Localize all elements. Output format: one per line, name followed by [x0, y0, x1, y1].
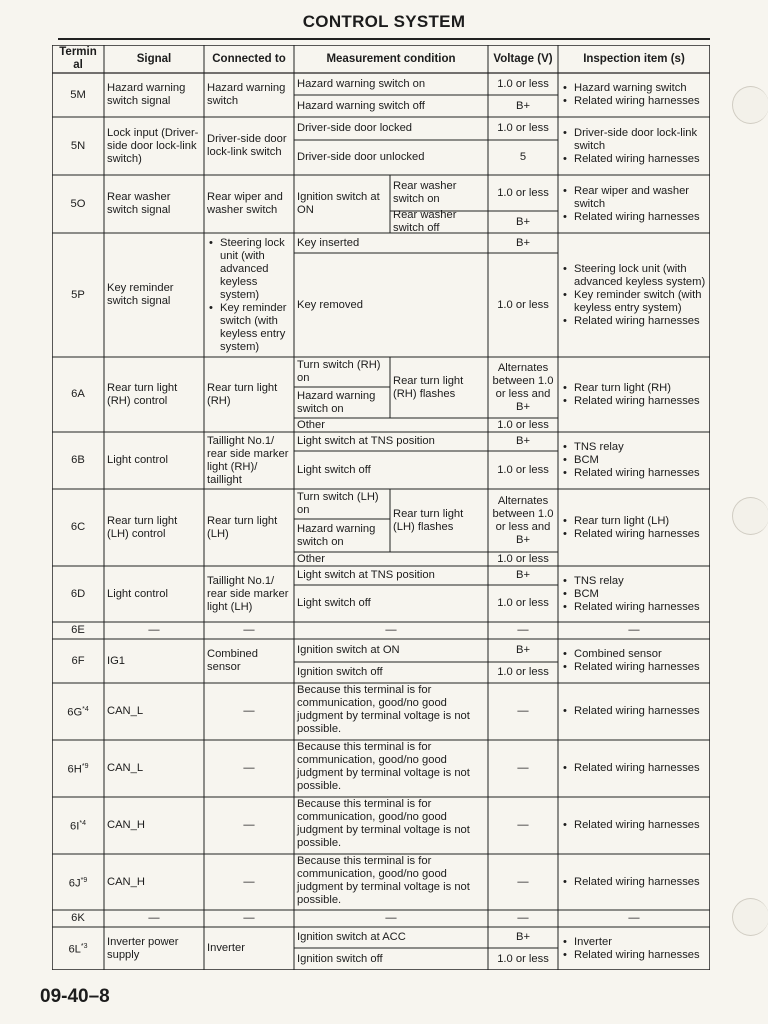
terminal-footnote: *4: [79, 820, 86, 828]
signal-cell: [107, 797, 201, 854]
condition-cell: [297, 910, 485, 927]
inspection-item: • Rear turn light (RH): [561, 382, 707, 395]
condition-parent-text: Ignition switch at ON: [297, 191, 380, 216]
voltage-value: B+: [516, 99, 530, 112]
voltage-value: —: [517, 705, 529, 717]
voltage-value: 1.0 or less: [497, 463, 549, 476]
header-terminal: [55, 45, 101, 73]
condition-text: Other: [297, 552, 325, 565]
condition-text: Hazard warning switch off: [297, 99, 425, 112]
terminal-table: [52, 45, 710, 970]
terminal-code: 5N: [70, 139, 86, 152]
voltage-cell: [491, 253, 555, 357]
inspection-item: • Related wiring harnesses: [561, 601, 707, 614]
voltage-value: B+: [516, 236, 530, 249]
terminal-id: [55, 817, 101, 834]
condition-text: Key removed: [297, 298, 363, 311]
connected-component: Inverter: [207, 942, 245, 954]
condition-text: Ignition switch off: [297, 666, 383, 678]
connected-cell: [207, 639, 291, 683]
voltage-value: B+: [516, 931, 530, 943]
terminal-code: 6F: [71, 654, 85, 667]
signal-cell: [107, 117, 201, 175]
inspection-item: • Rear turn light (LH): [561, 515, 707, 528]
condition-cell: [297, 357, 387, 387]
connected-cell: [207, 927, 291, 970]
voltage-cell: [491, 552, 555, 566]
inspection-item: • Key reminder switch (with keyless entry system): [561, 289, 707, 315]
inspection-cell: [561, 357, 707, 432]
inspection-item: • TNS relay: [561, 441, 707, 454]
inspection-item: • Related wiring harnesses: [561, 467, 707, 480]
inspection-cell: [561, 910, 707, 927]
connected-cell: [207, 357, 291, 432]
inspection-item: • Related wiring harnesses: [561, 395, 707, 408]
inspection-item: —: [628, 912, 640, 924]
terminal-id: [55, 655, 101, 668]
voltage-value: —: [517, 624, 529, 636]
voltage-value: 5: [519, 151, 527, 163]
signal-name: Rear turn light (LH) control: [107, 514, 178, 540]
signal-cell: [107, 740, 201, 797]
terminal-id: [55, 760, 101, 777]
connected-cell: [207, 797, 291, 854]
voltage-cell: [491, 357, 555, 418]
terminal-id: [55, 140, 101, 153]
signal-cell: [107, 233, 201, 357]
voltage-value: 1.0 or less: [497, 666, 549, 678]
terminal-code: 6J: [68, 877, 81, 890]
signal-cell: [107, 910, 201, 927]
condition-text: —: [385, 624, 397, 636]
condition-text: Driver-side door unlocked: [297, 151, 425, 163]
connected-component: Combined sensor: [207, 648, 258, 673]
voltage-cell: [491, 854, 555, 910]
connected-cell: [207, 622, 291, 639]
voltage-cell: [491, 566, 555, 585]
terminal-code: 6G: [67, 706, 83, 719]
signal-name: Light control: [107, 587, 168, 600]
inspection-cell: [561, 927, 707, 970]
terminal-id: [55, 454, 101, 467]
terminal-code: 5M: [70, 88, 86, 101]
voltage-value: 1.0 or less: [497, 597, 549, 609]
condition-cell: [297, 740, 485, 798]
voltage-value: 1.0 or less: [497, 77, 549, 90]
voltage-value: B+: [516, 569, 530, 581]
connected-cell: [207, 854, 291, 910]
terminal-footnote: *3: [80, 943, 88, 951]
signal-cell: [107, 927, 201, 970]
connected-component: Taillight No.1/ rear side marker light (LH): [207, 574, 289, 613]
terminal-cell: [55, 432, 101, 489]
voltage-cell: [491, 797, 555, 854]
connected-component: Rear turn light (RH): [207, 381, 278, 407]
inspection-cell: [561, 797, 707, 854]
condition-cell: [297, 418, 485, 432]
voltage-value: —: [517, 912, 529, 924]
inspection-cell: [561, 117, 707, 175]
terminal-id: [55, 388, 101, 401]
voltage-value: 1.0 or less: [497, 186, 549, 199]
condition-cell: [297, 95, 485, 117]
terminal-cell: [55, 910, 101, 927]
signal-name: Rear turn light (RH) control: [107, 381, 178, 407]
condition-cell: [297, 585, 485, 622]
signal-cell: [107, 357, 201, 432]
inspection-cell: [561, 622, 707, 639]
inspection-item: • Related wiring harnesses: [561, 819, 707, 832]
connected-cell: [207, 566, 291, 622]
connected-component: —: [243, 819, 255, 831]
voltage-cell: [491, 140, 555, 175]
voltage-cell: [491, 910, 555, 927]
signal-cell: [107, 622, 201, 639]
signal-name: Rear washer switch signal: [107, 191, 171, 216]
condition-text: Other: [297, 418, 325, 431]
voltage-value: 1.0 or less: [497, 418, 549, 431]
condition-parent: [297, 175, 387, 233]
inspection-item: • Driver-side door lock-link switch: [561, 127, 707, 153]
condition-text: Because this terminal is for communication, good/no good judgment by terminal voltage is not possible.: [297, 855, 470, 906]
voltage-value: B+: [516, 215, 530, 228]
condition-text: Light switch off: [297, 597, 371, 609]
signal-cell: [107, 175, 201, 233]
condition-cell: [297, 519, 387, 552]
voltage-cell: [491, 175, 555, 211]
terminal-id: [55, 588, 101, 601]
inspection-item: • Related wiring harnesses: [561, 876, 707, 889]
inspection-cell: [561, 73, 707, 117]
condition-text: Key inserted: [297, 236, 360, 249]
connected-component: —: [243, 624, 255, 636]
terminal-footnote: *9: [80, 876, 88, 884]
condition-text: Rear washer switch off: [393, 209, 457, 234]
header-voltage: [491, 45, 555, 73]
inspection-item: • Related wiring harnesses: [561, 95, 707, 108]
voltage-cell: [491, 489, 555, 552]
connected-cell: [207, 683, 291, 740]
condition-cell: [393, 175, 485, 211]
voltage-cell: [491, 117, 555, 140]
terminal-cell: [55, 73, 101, 117]
inspection-item: • Inverter: [561, 936, 707, 949]
signal-cell: [107, 73, 201, 117]
connected-component: —: [243, 762, 255, 774]
condition-cell: [297, 140, 485, 175]
voltage-value: Alternates between 1.0 or less and B+: [492, 361, 554, 413]
inspection-item: • Related wiring harnesses: [561, 661, 707, 674]
signal-name: IG1: [107, 654, 126, 667]
inspection-item: • Rear wiper and washer switch: [561, 185, 707, 211]
terminal-cell: [55, 622, 101, 639]
terminal-id: [55, 940, 101, 957]
voltage-cell: [491, 927, 555, 948]
condition-text: Hazard warning switch on: [297, 522, 376, 548]
connected-component: • Steering lock unit (with advanced keyless system): [207, 237, 291, 302]
signal-name: CAN_L: [107, 705, 144, 717]
signal-cell: [107, 432, 201, 489]
terminal-cell: [55, 797, 101, 854]
terminal-cell: [55, 927, 101, 970]
voltage-cell: [491, 662, 555, 683]
connected-cell: [207, 175, 291, 233]
voltage-cell: [491, 73, 555, 95]
terminal-code: 6L: [68, 943, 81, 956]
connected-cell: [207, 432, 291, 489]
inspection-item: • Related wiring harnesses: [561, 315, 707, 328]
condition-text: Because this terminal is for communication, good/no good judgment by terminal voltage is not possible.: [297, 741, 470, 792]
signal-cell: [107, 489, 201, 566]
voltage-cell: [491, 211, 555, 233]
terminal-cell: [55, 175, 101, 233]
terminal-cell: [55, 683, 101, 740]
condition-cell: [297, 927, 485, 948]
voltage-cell: [491, 622, 555, 639]
condition-text: Ignition switch at ACC: [297, 931, 406, 943]
condition-cell: [297, 948, 485, 970]
inspection-cell: [561, 740, 707, 797]
inspection-cell: [561, 854, 707, 910]
inspection-item: • Related wiring harnesses: [561, 762, 707, 775]
connected-component: —: [243, 912, 255, 924]
connected-component: • Key reminder switch (with keyless entry system): [207, 302, 291, 354]
voltage-cell: [491, 451, 555, 489]
header-label: Voltage (V): [493, 52, 553, 65]
header-label: Connected to: [212, 52, 286, 65]
condition-text: Because this terminal is for communication, good/no good judgment by terminal voltage is not possible.: [297, 798, 470, 849]
condition-cell: [297, 489, 387, 519]
connected-component: —: [243, 705, 255, 717]
connected-component: Rear wiper and washer switch: [207, 191, 283, 216]
connected-component: Driver-side door lock-link switch: [207, 133, 287, 158]
voltage-value: B+: [516, 435, 530, 447]
condition-result: [393, 357, 485, 418]
condition-cell: [297, 683, 485, 741]
connected-component: —: [243, 875, 255, 888]
signal-cell: [107, 566, 201, 622]
condition-cell: [297, 639, 485, 662]
page-number: 09-40–8: [40, 986, 110, 1007]
signal-name: Light control: [107, 454, 168, 466]
terminal-cell: [55, 639, 101, 683]
inspection-cell: [561, 489, 707, 566]
condition-text: Ignition switch at ON: [297, 644, 400, 656]
condition-text: —: [385, 912, 397, 924]
signal-name: CAN_H: [107, 819, 145, 831]
terminal-footnote: *9: [81, 763, 89, 771]
header-signal: [107, 45, 201, 73]
voltage-cell: [491, 432, 555, 451]
signal-name: Hazard warning switch signal: [107, 82, 186, 107]
terminal-code: 6E: [71, 624, 85, 636]
condition-text: Light switch at TNS position: [297, 569, 435, 581]
header-label: Termin al: [59, 46, 97, 71]
condition-text: Hazard warning switch on: [297, 389, 376, 415]
terminal-cell: [55, 854, 101, 910]
condition-text: Hazard warning switch on: [297, 77, 426, 90]
connected-cell: [207, 910, 291, 927]
inspection-item: —: [628, 624, 640, 636]
inspection-item: • Related wiring harnesses: [561, 949, 707, 962]
terminal-id: [55, 874, 101, 891]
connected-component: Taillight No.1/ rear side marker light (RH)/ taillight: [207, 434, 289, 486]
terminal-code: 6D: [70, 587, 86, 600]
condition-cell: [297, 854, 485, 911]
condition-text: Driver-side door locked: [297, 122, 413, 134]
condition-text: Turn switch (LH) on: [297, 491, 379, 516]
inspection-item: • Related wiring harnesses: [561, 211, 707, 224]
signal-cell: [107, 683, 201, 740]
signal-name: CAN_H: [107, 875, 145, 888]
condition-cell: [297, 797, 485, 855]
signal-cell: [107, 639, 201, 683]
inspection-cell: [561, 639, 707, 683]
binder-hole: [732, 86, 768, 124]
terminal-id: [55, 521, 101, 534]
voltage-cell: [491, 585, 555, 622]
terminal-code: 6B: [71, 454, 85, 466]
condition-cell: [297, 233, 485, 253]
inspection-item: • Hazard warning switch: [561, 82, 707, 95]
signal-name: CAN_L: [107, 762, 144, 774]
voltage-value: —: [517, 875, 529, 888]
inspection-item: • Steering lock unit (with advanced keyless system): [561, 263, 707, 289]
page-title: CONTROL SYSTEM: [302, 12, 466, 31]
condition-cell: [297, 566, 485, 585]
terminal-code: 5O: [70, 197, 86, 210]
voltage-cell: [491, 683, 555, 740]
voltage-value: —: [517, 819, 529, 831]
inspection-cell: [561, 233, 707, 357]
condition-cell: [297, 73, 485, 95]
terminal-id: [55, 289, 101, 302]
voltage-value: 1.0 or less: [497, 952, 549, 965]
condition-result-text: Rear turn light (LH) flashes: [393, 507, 464, 533]
connected-component: Rear turn light (LH): [207, 514, 278, 540]
header-label: Inspection item (s): [583, 52, 685, 65]
connected-cell: [207, 740, 291, 797]
voltage-cell: [491, 948, 555, 970]
header-connected-to: [207, 45, 291, 73]
inspection-item: • BCM: [561, 454, 707, 467]
inspection-cell: [561, 683, 707, 740]
connected-cell: [207, 233, 291, 357]
condition-text: Light switch off: [297, 463, 371, 476]
connected-cell: [207, 117, 291, 175]
voltage-value: 1.0 or less: [497, 552, 549, 565]
terminal-cell: [55, 357, 101, 432]
condition-text: Rear washer switch on: [393, 180, 457, 205]
condition-cell: [297, 117, 485, 140]
condition-text: Light switch at TNS position: [297, 435, 435, 447]
inspection-item: • BCM: [561, 588, 707, 601]
terminal-code: 6H: [67, 763, 82, 776]
connected-cell: [207, 489, 291, 566]
connected-component: Hazard warning switch: [207, 82, 286, 107]
terminal-code: 5P: [71, 288, 85, 301]
inspection-item: • Related wiring harnesses: [561, 705, 707, 718]
terminal-code: 6K: [71, 912, 85, 924]
voltage-cell: [491, 639, 555, 662]
signal-name: —: [148, 624, 160, 636]
terminal-cell: [55, 566, 101, 622]
voltage-cell: [491, 418, 555, 432]
terminal-footnote: *4: [82, 706, 89, 714]
condition-cell: [297, 552, 485, 566]
inspection-cell: [561, 566, 707, 622]
condition-text: Ignition switch off: [297, 952, 383, 965]
header-label: Signal: [136, 52, 172, 65]
signal-name: Key reminder switch signal: [107, 282, 174, 307]
voltage-value: 1.0 or less: [497, 298, 549, 311]
terminal-cell: [55, 489, 101, 566]
voltage-value: Alternates between 1.0 or less and B+: [492, 494, 554, 546]
condition-cell: [393, 211, 485, 233]
header-label: Measurement condition: [326, 52, 456, 65]
voltage-value: 1.0 or less: [497, 122, 549, 134]
condition-result-text: Rear turn light (RH) flashes: [393, 374, 464, 400]
condition-text: Turn switch (RH) on: [297, 359, 381, 384]
terminal-cell: [55, 740, 101, 797]
title-rule: [58, 38, 710, 40]
inspection-item: • Related wiring harnesses: [561, 153, 707, 166]
terminal-id: [55, 198, 101, 211]
inspection-cell: [561, 175, 707, 233]
connected-cell: [207, 73, 291, 117]
inspection-item: • Combined sensor: [561, 648, 707, 661]
terminal-id: [55, 703, 101, 720]
inspection-item: • Related wiring harnesses: [561, 528, 707, 541]
condition-cell: [297, 253, 485, 357]
header-inspection: [561, 45, 707, 73]
terminal-code: 6I: [70, 820, 80, 833]
condition-cell: [297, 451, 485, 489]
signal-cell: [107, 854, 201, 910]
condition-cell: [297, 432, 485, 451]
condition-text: Because this terminal is for communication, good/no good judgment by terminal voltage is not possible.: [297, 684, 470, 735]
voltage-cell: [491, 740, 555, 797]
terminal-cell: [55, 233, 101, 357]
signal-name: Lock input (Driver-side door lock-link switch): [107, 126, 199, 165]
voltage-cell: [491, 233, 555, 253]
voltage-value: B+: [516, 644, 530, 656]
inspection-item: • TNS relay: [561, 575, 707, 588]
terminal-code: 6C: [70, 521, 86, 533]
terminal-code: 6A: [71, 388, 85, 400]
binder-hole: [732, 898, 768, 936]
terminal-id: [55, 89, 101, 102]
condition-cell: [297, 622, 485, 639]
voltage-cell: [491, 95, 555, 117]
inspection-cell: [561, 432, 707, 489]
condition-cell: [297, 387, 387, 418]
binder-hole: [732, 497, 768, 535]
condition-cell: [297, 662, 485, 683]
signal-name: Inverter power supply: [107, 935, 179, 961]
terminal-id: [55, 912, 101, 925]
condition-result: [393, 489, 485, 552]
terminal-id: [55, 624, 101, 637]
terminal-cell: [55, 117, 101, 175]
signal-name: —: [148, 912, 160, 924]
header-measurement: [297, 45, 485, 73]
voltage-value: —: [517, 762, 529, 774]
